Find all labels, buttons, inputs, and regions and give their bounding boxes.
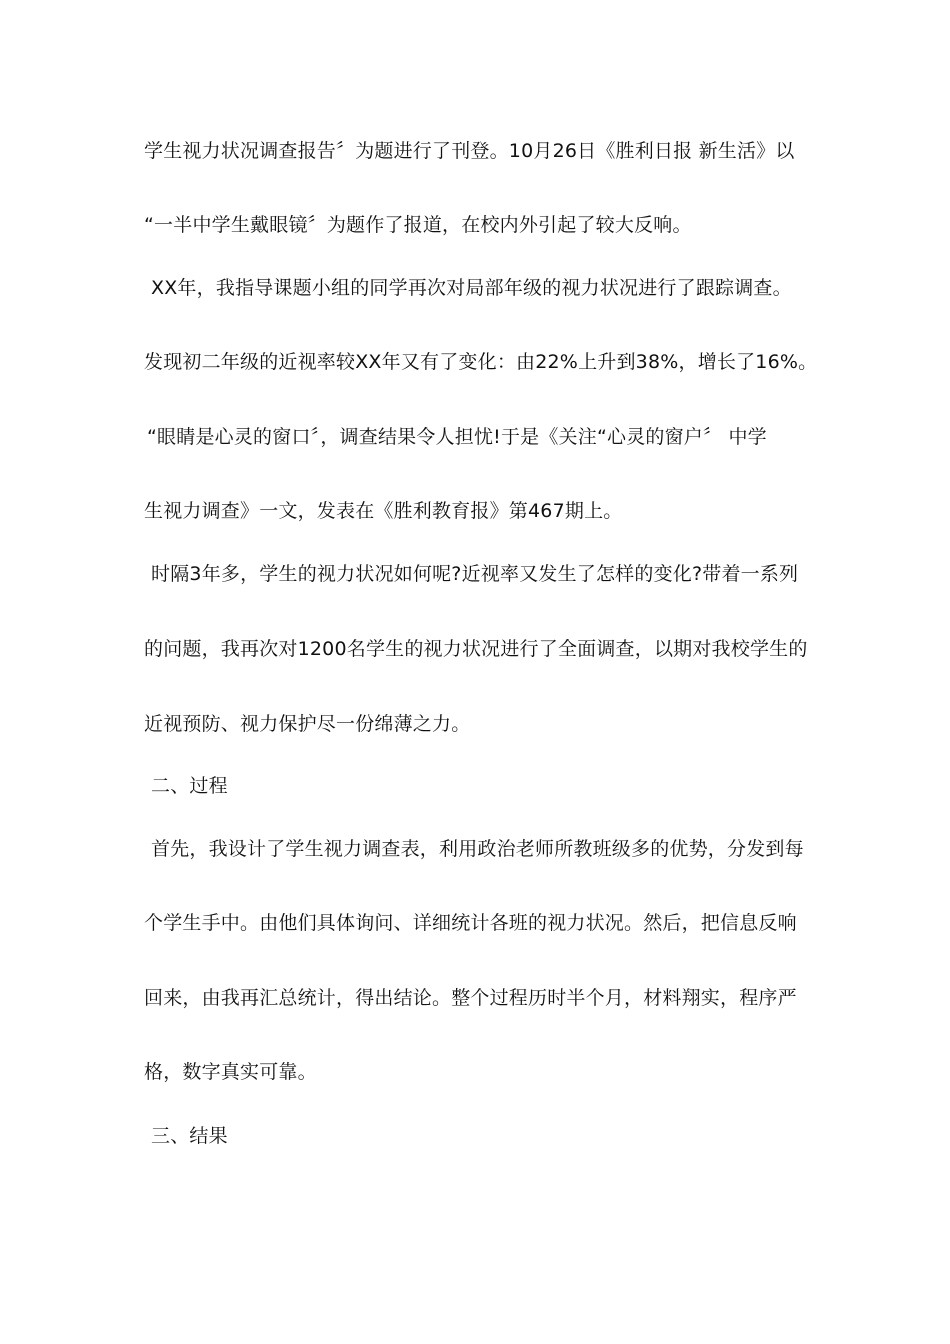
text-line: “眼睛是心灵的窗口〞，调查结果令人担忧!于是《关注“心灵的窗户〞 中学 <box>147 426 767 448</box>
text-line: 首先，我设计了学生视力调查表，利用政治老师所教班级多的优势，分发到每 <box>151 838 804 860</box>
text-line: 回来，由我再汇总统计，得出结论。整个过程历时半个月，材料翔实，程序严 <box>144 987 797 1009</box>
text-line: 时隔3年多，学生的视力状况如何呢?近视率又发生了怎样的变化?带着一系列 <box>151 563 799 585</box>
text-line: 学生视力状况调查报告〞为题进行了刊登。10月26日《胜利日报 新生活》以 <box>144 140 795 162</box>
section-heading-results: 三、结果 <box>151 1125 228 1147</box>
text-line: 个学生手中。由他们具体询问、详细统计各班的视力状况。然后，把信息反响 <box>144 912 797 934</box>
text-line: 生视力调查》一文，发表在《胜利教育报》第467期上。 <box>144 500 623 522</box>
text-line: 的问题，我再次对1200名学生的视力状况进行了全面调查，以期对我校学生的 <box>144 638 808 660</box>
text-line: “一半中学生戴眼镜〞为题作了报道，在校内外引起了较大反响。 <box>144 214 692 236</box>
text-line: XX年，我指导课题小组的同学再次对局部年级的视力状况进行了跟踪调查。 <box>151 277 792 299</box>
section-heading-process: 二、过程 <box>151 775 228 797</box>
text-line: 格，数字真实可靠。 <box>144 1061 317 1083</box>
text-line: 发现初二年级的近视率较XX年又有了变化：由22%上升到38%，增长了16%。 <box>144 351 818 373</box>
text-line: 近视预防、视力保护尽一份绵薄之力。 <box>144 713 471 735</box>
